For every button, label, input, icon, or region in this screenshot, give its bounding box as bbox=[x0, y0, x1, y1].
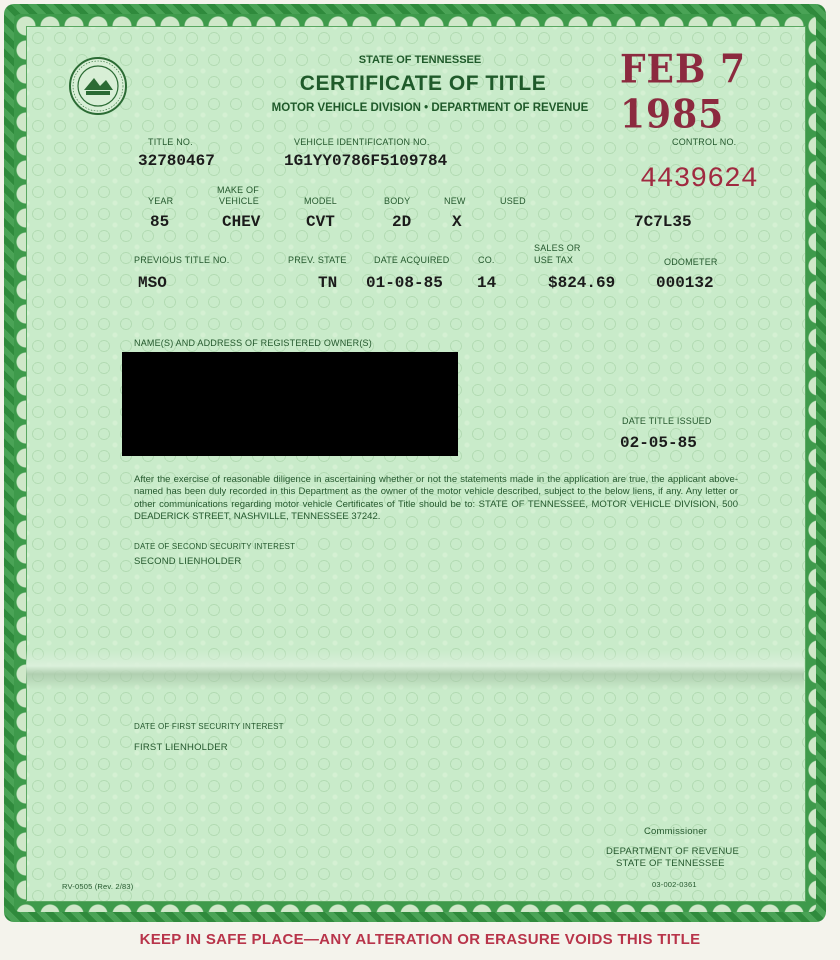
first-lienholder-label: FIRST LIENHOLDER bbox=[134, 742, 228, 753]
date-acquired-label: DATE ACQUIRED bbox=[374, 255, 450, 265]
first-interest-date-label: DATE OF FIRST SECURITY INTEREST bbox=[134, 722, 284, 731]
date-acquired-value: 01-08-85 bbox=[366, 274, 443, 292]
dept-line1: DEPARTMENT OF REVENUE bbox=[606, 846, 739, 857]
model-label: MODEL bbox=[304, 196, 338, 206]
body-label: BODY bbox=[384, 196, 411, 206]
second-interest-date-label: DATE OF SECOND SECURITY INTEREST bbox=[134, 542, 296, 551]
new-mark-value: X bbox=[452, 213, 462, 231]
new-label: NEW bbox=[444, 196, 466, 206]
received-date-stamp: FEB 7 1985 bbox=[620, 46, 747, 138]
date-issued-label: DATE TITLE ISSUED bbox=[622, 416, 712, 426]
previous-title-value: MSO bbox=[138, 274, 167, 292]
state-heading: STATE OF TENNESSEE bbox=[358, 54, 482, 66]
odometer-label: ODOMETER bbox=[664, 257, 718, 267]
control-no-label: CONTROL NO. bbox=[672, 137, 737, 147]
form-reference: 03-002-0361 bbox=[652, 880, 697, 889]
form-number: RV-0505 (Rev. 2/83) bbox=[62, 882, 134, 891]
date-issued-value: 02-05-85 bbox=[620, 434, 697, 452]
prev-state-label: PREV. STATE bbox=[288, 255, 347, 265]
prev-state-value: TN bbox=[318, 274, 338, 292]
county-value: 14 bbox=[477, 274, 497, 292]
county-label: CO. bbox=[478, 255, 495, 265]
fold-crease bbox=[26, 650, 804, 690]
commissioner-label: Commissioner bbox=[644, 826, 708, 837]
make-value: CHEV bbox=[222, 213, 261, 231]
sales-tax-label-line2: USE TAX bbox=[534, 255, 574, 265]
second-lienholder-label: SECOND LIENHOLDER bbox=[134, 556, 242, 567]
dept-line2: STATE OF TENNESSEE bbox=[616, 858, 725, 869]
previous-title-label: PREVIOUS TITLE NO. bbox=[134, 255, 230, 265]
legal-statement: After the exercise of reasonable diligence in ascertaining whether or not the statements made in the application are true, the applicant above-named has been duly recorded in this Department as the owner of the motor vehicle described, subject to the below liens, if any. Any letter or other communications regarding motor vehicle Certificates of Title should be to: STATE OF TENNESSEE, MOTOR VEHICLE DIVISION, 500 DEADERICK STREET, NASHVILLE, TENNESSEE 37242. bbox=[134, 474, 738, 523]
title-no-value: 32780467 bbox=[138, 152, 215, 170]
sales-tax-label-line1: SALES OR bbox=[534, 243, 581, 253]
year-label: YEAR bbox=[148, 196, 174, 206]
odometer-value: 000132 bbox=[656, 274, 714, 292]
vin-label: VEHICLE IDENTIFICATION NO. bbox=[294, 137, 430, 147]
plate-value: 7C7L35 bbox=[634, 213, 692, 231]
division-heading: MOTOR VEHICLE DIVISION • DEPARTMENT OF REVENUE bbox=[271, 102, 589, 114]
control-no-value: 4439624 bbox=[640, 164, 758, 195]
body-value: 2D bbox=[392, 213, 412, 231]
vin-value: 1G1YY0786F5109784 bbox=[284, 152, 448, 170]
title-no-label: TITLE NO. bbox=[148, 137, 193, 147]
owner-label: NAME(S) AND ADDRESS OF REGISTERED OWNER(S) bbox=[134, 338, 372, 348]
footer-warning: KEEP IN SAFE PLACE—ANY ALTERATION OR ERASURE VOIDS THIS TITLE bbox=[139, 931, 701, 948]
sales-tax-value: $824.69 bbox=[548, 274, 616, 292]
used-label: USED bbox=[500, 196, 526, 206]
document-title: CERTIFICATE OF TITLE bbox=[299, 72, 547, 95]
year-value: 85 bbox=[150, 213, 170, 231]
redacted-owner-block bbox=[122, 352, 458, 456]
make-label-line2: VEHICLE bbox=[219, 196, 259, 206]
make-label-line1: MAKE OF bbox=[217, 185, 259, 195]
model-value: CVT bbox=[306, 213, 335, 231]
